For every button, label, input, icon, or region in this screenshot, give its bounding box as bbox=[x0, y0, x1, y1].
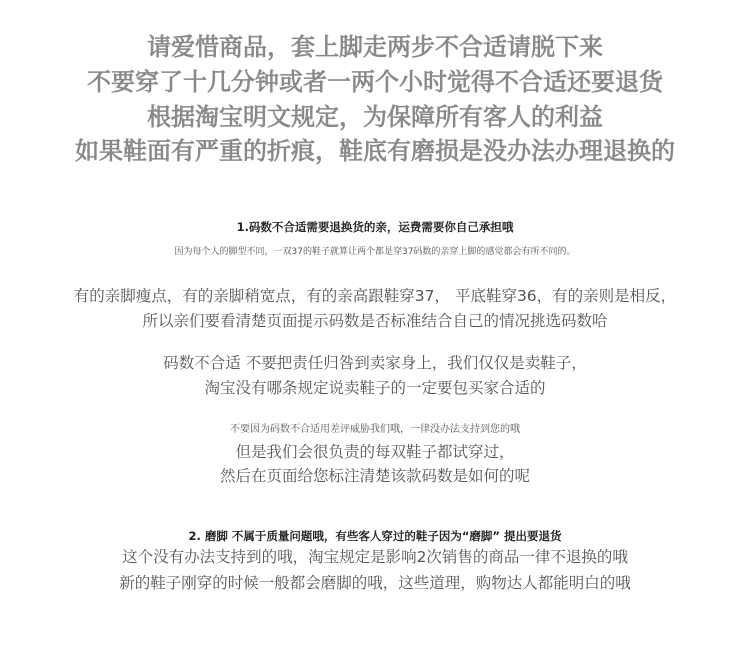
section1-note2: 不要因为码数不合适用差评威胁我们哦，一律没办法支持到您的哦 bbox=[230, 424, 520, 435]
section1-para2-line2: 淘宝没有哪条规定说卖鞋子的一定要包买家合适的 bbox=[204, 379, 546, 397]
section1-note: 因为每个人的脚型不同，一双37的鞋子就算让两个都是穿37码数的亲穿上脚的感觉都会有所不同的。 bbox=[174, 247, 576, 257]
intro-line-4: 如果鞋面有严重的折痕，鞋底有磨损是没办法办理退换的 bbox=[75, 137, 675, 165]
section1-para2-line1: 码数不合适 不要把责任归咎到卖家身上，我们仅仅是卖鞋子， bbox=[163, 354, 587, 372]
section2-heading: 2. 磨脚 不属于质量问题哦，有些客人穿过的鞋子因为“磨脚” 提出要退货 bbox=[188, 529, 562, 543]
section1-heading: 1.码数不合适需要退换货的亲，运费需要你自己承担哦 bbox=[236, 220, 514, 234]
intro-line-3: 根据淘宝明文规定，为保障所有客人的利益 bbox=[147, 103, 603, 131]
intro-line-2: 不要穿了十几分钟或者一两个小时觉得不合适还要退货 bbox=[87, 68, 663, 96]
section2-line1: 这个没有办法支持到的哦，淘宝规定是影响2次销售的商品一律不退换的哦 bbox=[122, 548, 628, 566]
section1-para1-line1: 有的亲脚瘦点，有的亲脚稍宽点，有的亲高跟鞋穿37， 平底鞋穿36，有的亲则是相反， bbox=[73, 287, 677, 305]
section1-para3-line1: 但是我们会很负责的每双鞋子都试穿过， bbox=[235, 443, 515, 461]
section1-para1-line2: 所以亲们要看清楚页面提示码数是否标准结合自己的情况挑选码数哈 bbox=[142, 312, 608, 330]
section1-para3-line2: 然后在页面给您标注清楚该款码数是如何的呢 bbox=[219, 467, 530, 485]
intro-line-1: 请爱惜商品，套上脚走两步不合适请脱下来 bbox=[147, 33, 603, 61]
section2-line2: 新的鞋子刚穿的时候一般都会磨脚的哦，这些道理，购物达人都能明白的哦 bbox=[119, 574, 631, 592]
